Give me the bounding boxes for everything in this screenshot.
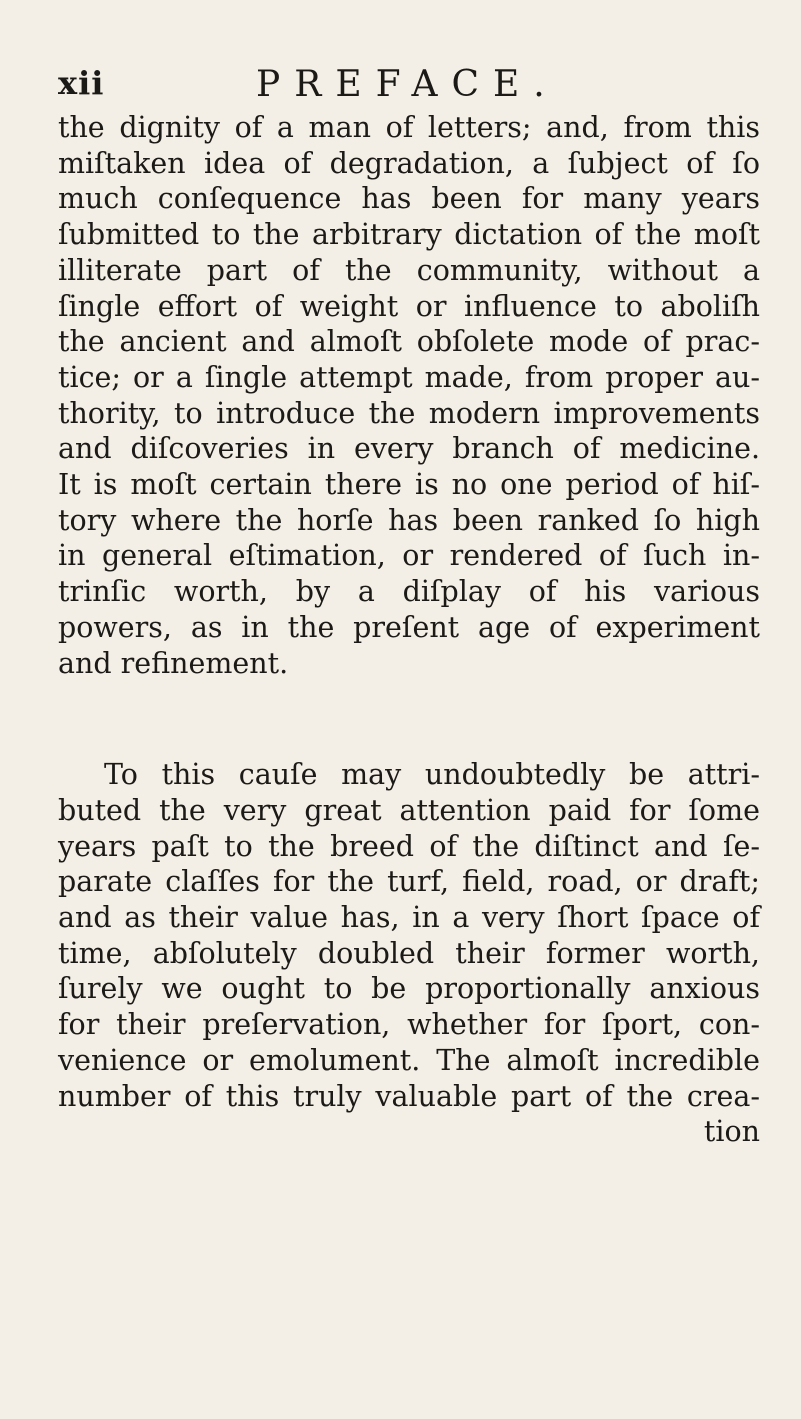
text-line: ſurely we ought to be proportionally anxious: [58, 972, 760, 1006]
text-line: number of this truly valuable part of the crea-: [58, 1079, 760, 1113]
text-line: buted the very great attention paid for ſome: [58, 793, 760, 827]
running-head: [58, 64, 758, 108]
text-line: and diſcoveries in every branch of medicine.: [58, 432, 760, 466]
text-line: tory where the horſe has been ranked ſo high: [58, 503, 760, 537]
text-line: ſubmitted to the arbitrary dictation of the moſt: [58, 218, 760, 252]
text-line: thority, to introduce the modern improvements: [58, 396, 760, 430]
paragraph-gap: [58, 681, 760, 757]
text-line: To this cauſe may undoubtedly be attri-: [104, 758, 760, 792]
text-line: illiterate part of the community, without a: [58, 253, 760, 287]
page-number: xii: [58, 64, 105, 102]
text-line: in general eſtimation, or rendered of ſuch in-: [58, 539, 760, 573]
text-line: venience or emolument. The almoſt incredible: [58, 1043, 760, 1077]
catchword: tion: [703, 1115, 760, 1149]
text-line: years paſt to the breed of the diſtinct and ſe-: [58, 829, 760, 863]
text-line: parate claſſes for the turf, field, road, or draft;: [58, 865, 760, 899]
text-line: ſingle effort of weight or influence to aboliſh: [58, 289, 760, 323]
text-line: trinſic worth, by a diſplay of his various: [58, 575, 760, 609]
text-line: It is moſt certain there is no one period of hiſ-: [58, 468, 760, 502]
text-line: powers, as in the preſent age of experiment: [58, 610, 760, 644]
text-line: for their preſervation, whether for ſport, con-: [58, 1008, 760, 1042]
running-title: PREFACE.: [256, 64, 559, 105]
text-line: tice; or a ſingle attempt made, from proper au-: [58, 360, 760, 394]
text-line: time, abſolutely doubled their former worth,: [58, 936, 760, 970]
text-line: the dignity of a man of letters; and, from this: [58, 111, 760, 144]
paragraph-1: [58, 110, 760, 681]
text-line: much conſequence has been for many years: [58, 182, 760, 216]
text-line: and as their value has, in a very ſhort ſpace of: [58, 901, 760, 935]
body-text: [58, 110, 760, 1150]
text-line: the ancient and almoſt obſolete mode of prac-: [58, 325, 760, 359]
paragraph-2: [58, 757, 760, 1114]
text-line: and refinement.: [58, 646, 289, 680]
text-line: miſtaken idea of degradation, a ſubject of ſo: [58, 146, 760, 180]
